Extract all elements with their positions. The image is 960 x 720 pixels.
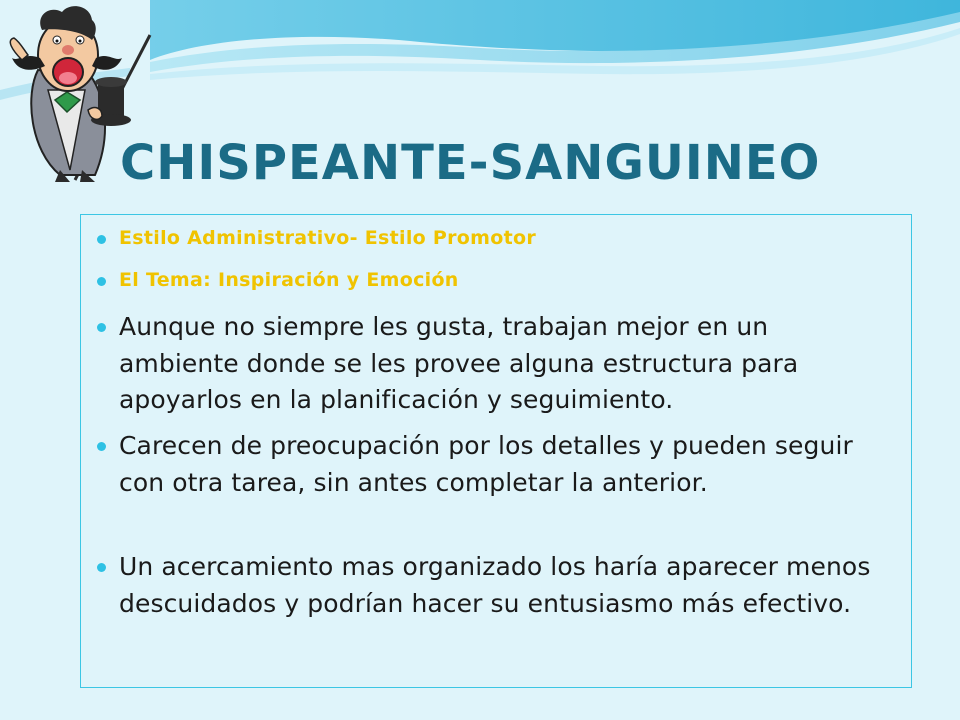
- bullet-dot-icon: [97, 277, 106, 286]
- content-box: [80, 214, 912, 688]
- bullet-dot-icon: [97, 563, 106, 572]
- bullet-dot-icon: [97, 442, 106, 451]
- bullet-dot-icon: [97, 323, 106, 332]
- bullet-text: Aunque no siempre les gusta, trabajan mejor en un ambiente donde se les provee alguna estructura para apoyarlos en la planificación y seguimiento.: [119, 312, 799, 414]
- slide-title: CHISPEANTE-SANGUINEO: [120, 135, 821, 191]
- bullet-text: Estilo Administrativo- Estilo Promotor: [119, 227, 537, 249]
- bullet-text: Carecen de preocupación por los detalles y pueden seguir con otra tarea, sin antes completar la anterior.: [119, 431, 853, 497]
- bullet-dot-icon: [97, 235, 106, 244]
- bullet-text: El Tema: Inspiración y Emoción: [119, 269, 459, 291]
- bullet-text: Un acercamiento mas organizado los haría aparecer menos descuidados y podrían hacer su entusiasmo más efectivo.: [119, 552, 871, 618]
